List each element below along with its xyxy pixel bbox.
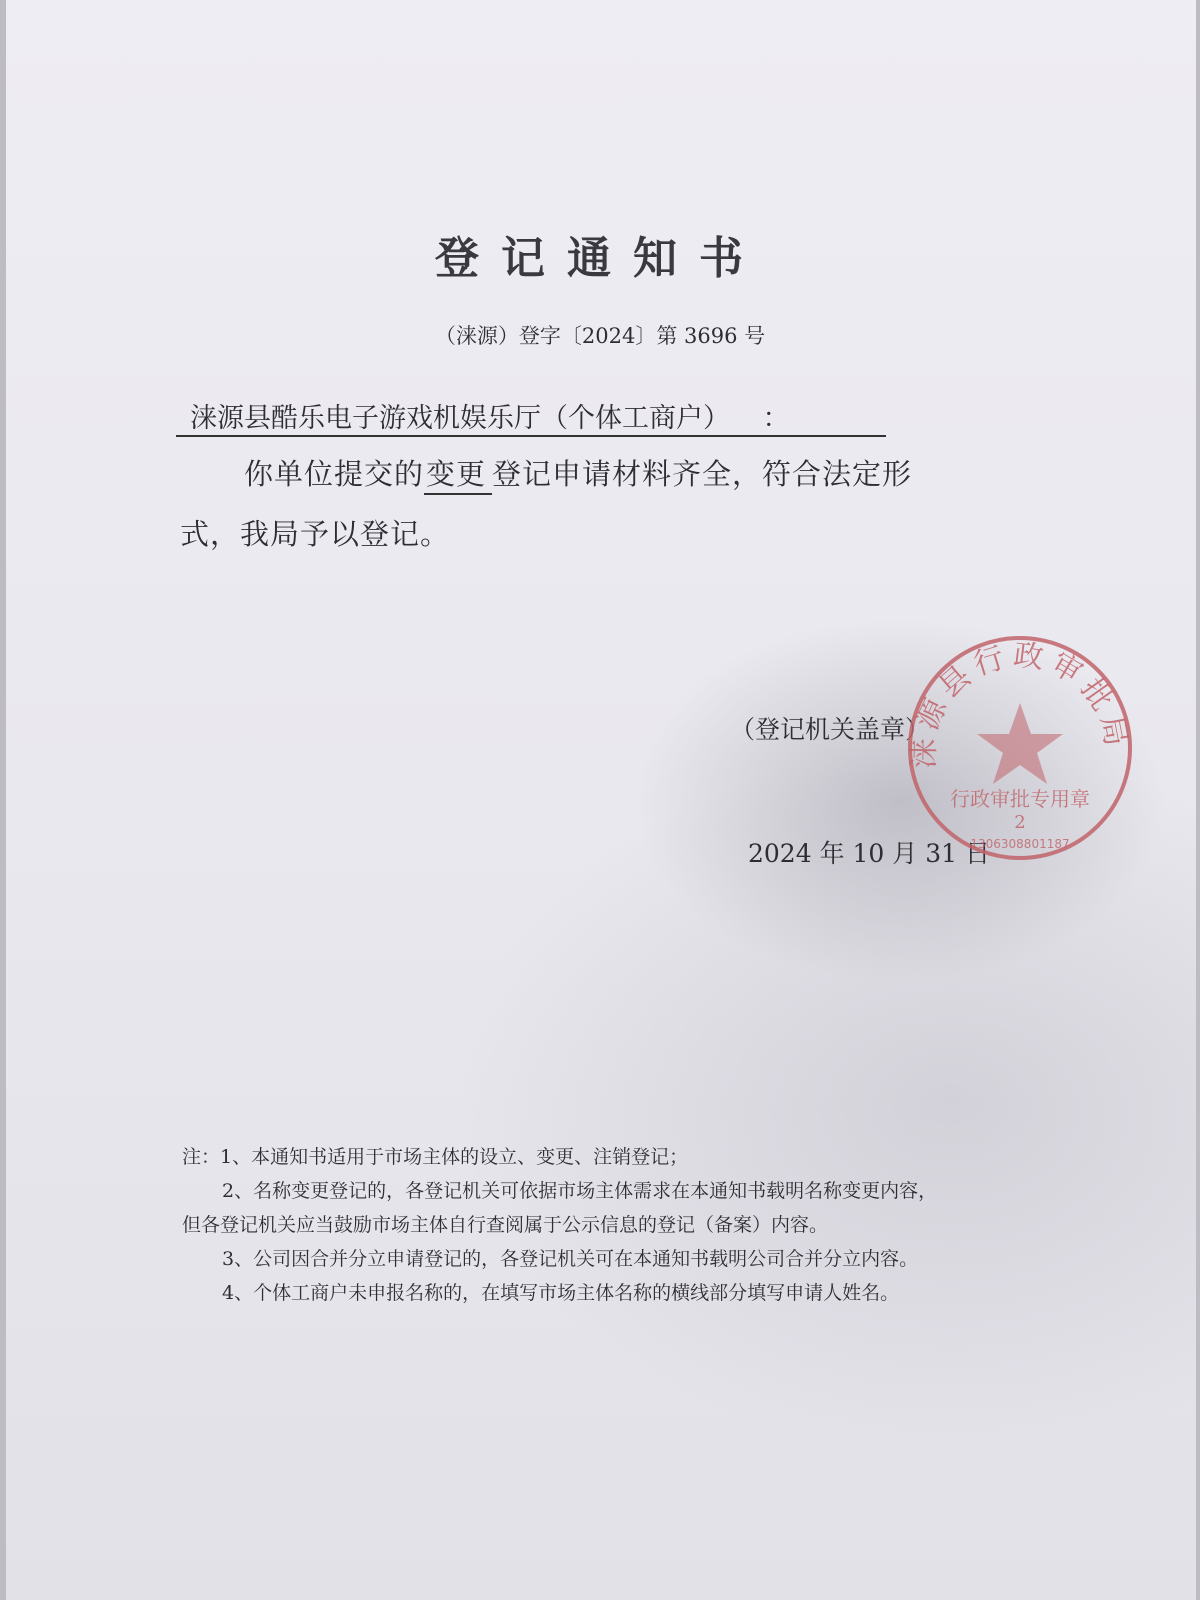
official-seal	[900, 628, 1140, 868]
note-3: 3、公司因合并分立申请登记的，各登记机关可在本通知书载明公司合并分立内容。	[222, 1248, 919, 1270]
note-2-cont: 但各登记机关应当鼓励市场主体自行查阅属于公示信息的登记（备案）内容。	[182, 1214, 829, 1236]
svg-text:行政审批专用章: 行政审批专用章	[950, 787, 1090, 811]
star-icon	[977, 703, 1063, 784]
svg-text:涞源县行政审批局: 涞源县行政审批局	[906, 637, 1135, 769]
note-2: 2、名称变更登记的，各登记机关可依据市场主体需求在本通知书载明名称变更内容，	[222, 1180, 938, 1202]
body-prefix: 你单位提交的	[244, 457, 425, 491]
document-title: 登记通知书	[435, 233, 765, 284]
body-line-2: 式，我局予以登记。	[180, 517, 451, 551]
body-line-1	[244, 452, 912, 495]
body-suffix: 登记申请材料齐全，符合法定形	[492, 457, 913, 491]
document-number: （涞源）登字〔2024〕第 3696 号	[434, 324, 766, 348]
entity-name: 涞源县酷乐电子游戏机娱乐厅（个体工商户）	[190, 403, 717, 434]
note-4: 4、个体工商户未申报名称的，在填写市场主体名称的横线部分填写申请人姓名。	[222, 1282, 900, 1304]
svg-text:1306308801187: 1306308801187	[970, 837, 1070, 851]
change-type: 变更	[424, 452, 492, 495]
entity-name-line	[176, 396, 886, 437]
note-1: 注：1、本通知书适用于市场主体的设立、变更、注销登记；	[182, 1146, 689, 1168]
notes-section	[182, 1140, 937, 1310]
seal-note: （登记机关盖章）	[730, 715, 931, 744]
entity-colon: ：	[762, 403, 790, 434]
svg-text:2: 2	[1014, 812, 1026, 833]
issue-date: 2024 年 10 月 31 日	[748, 839, 990, 868]
